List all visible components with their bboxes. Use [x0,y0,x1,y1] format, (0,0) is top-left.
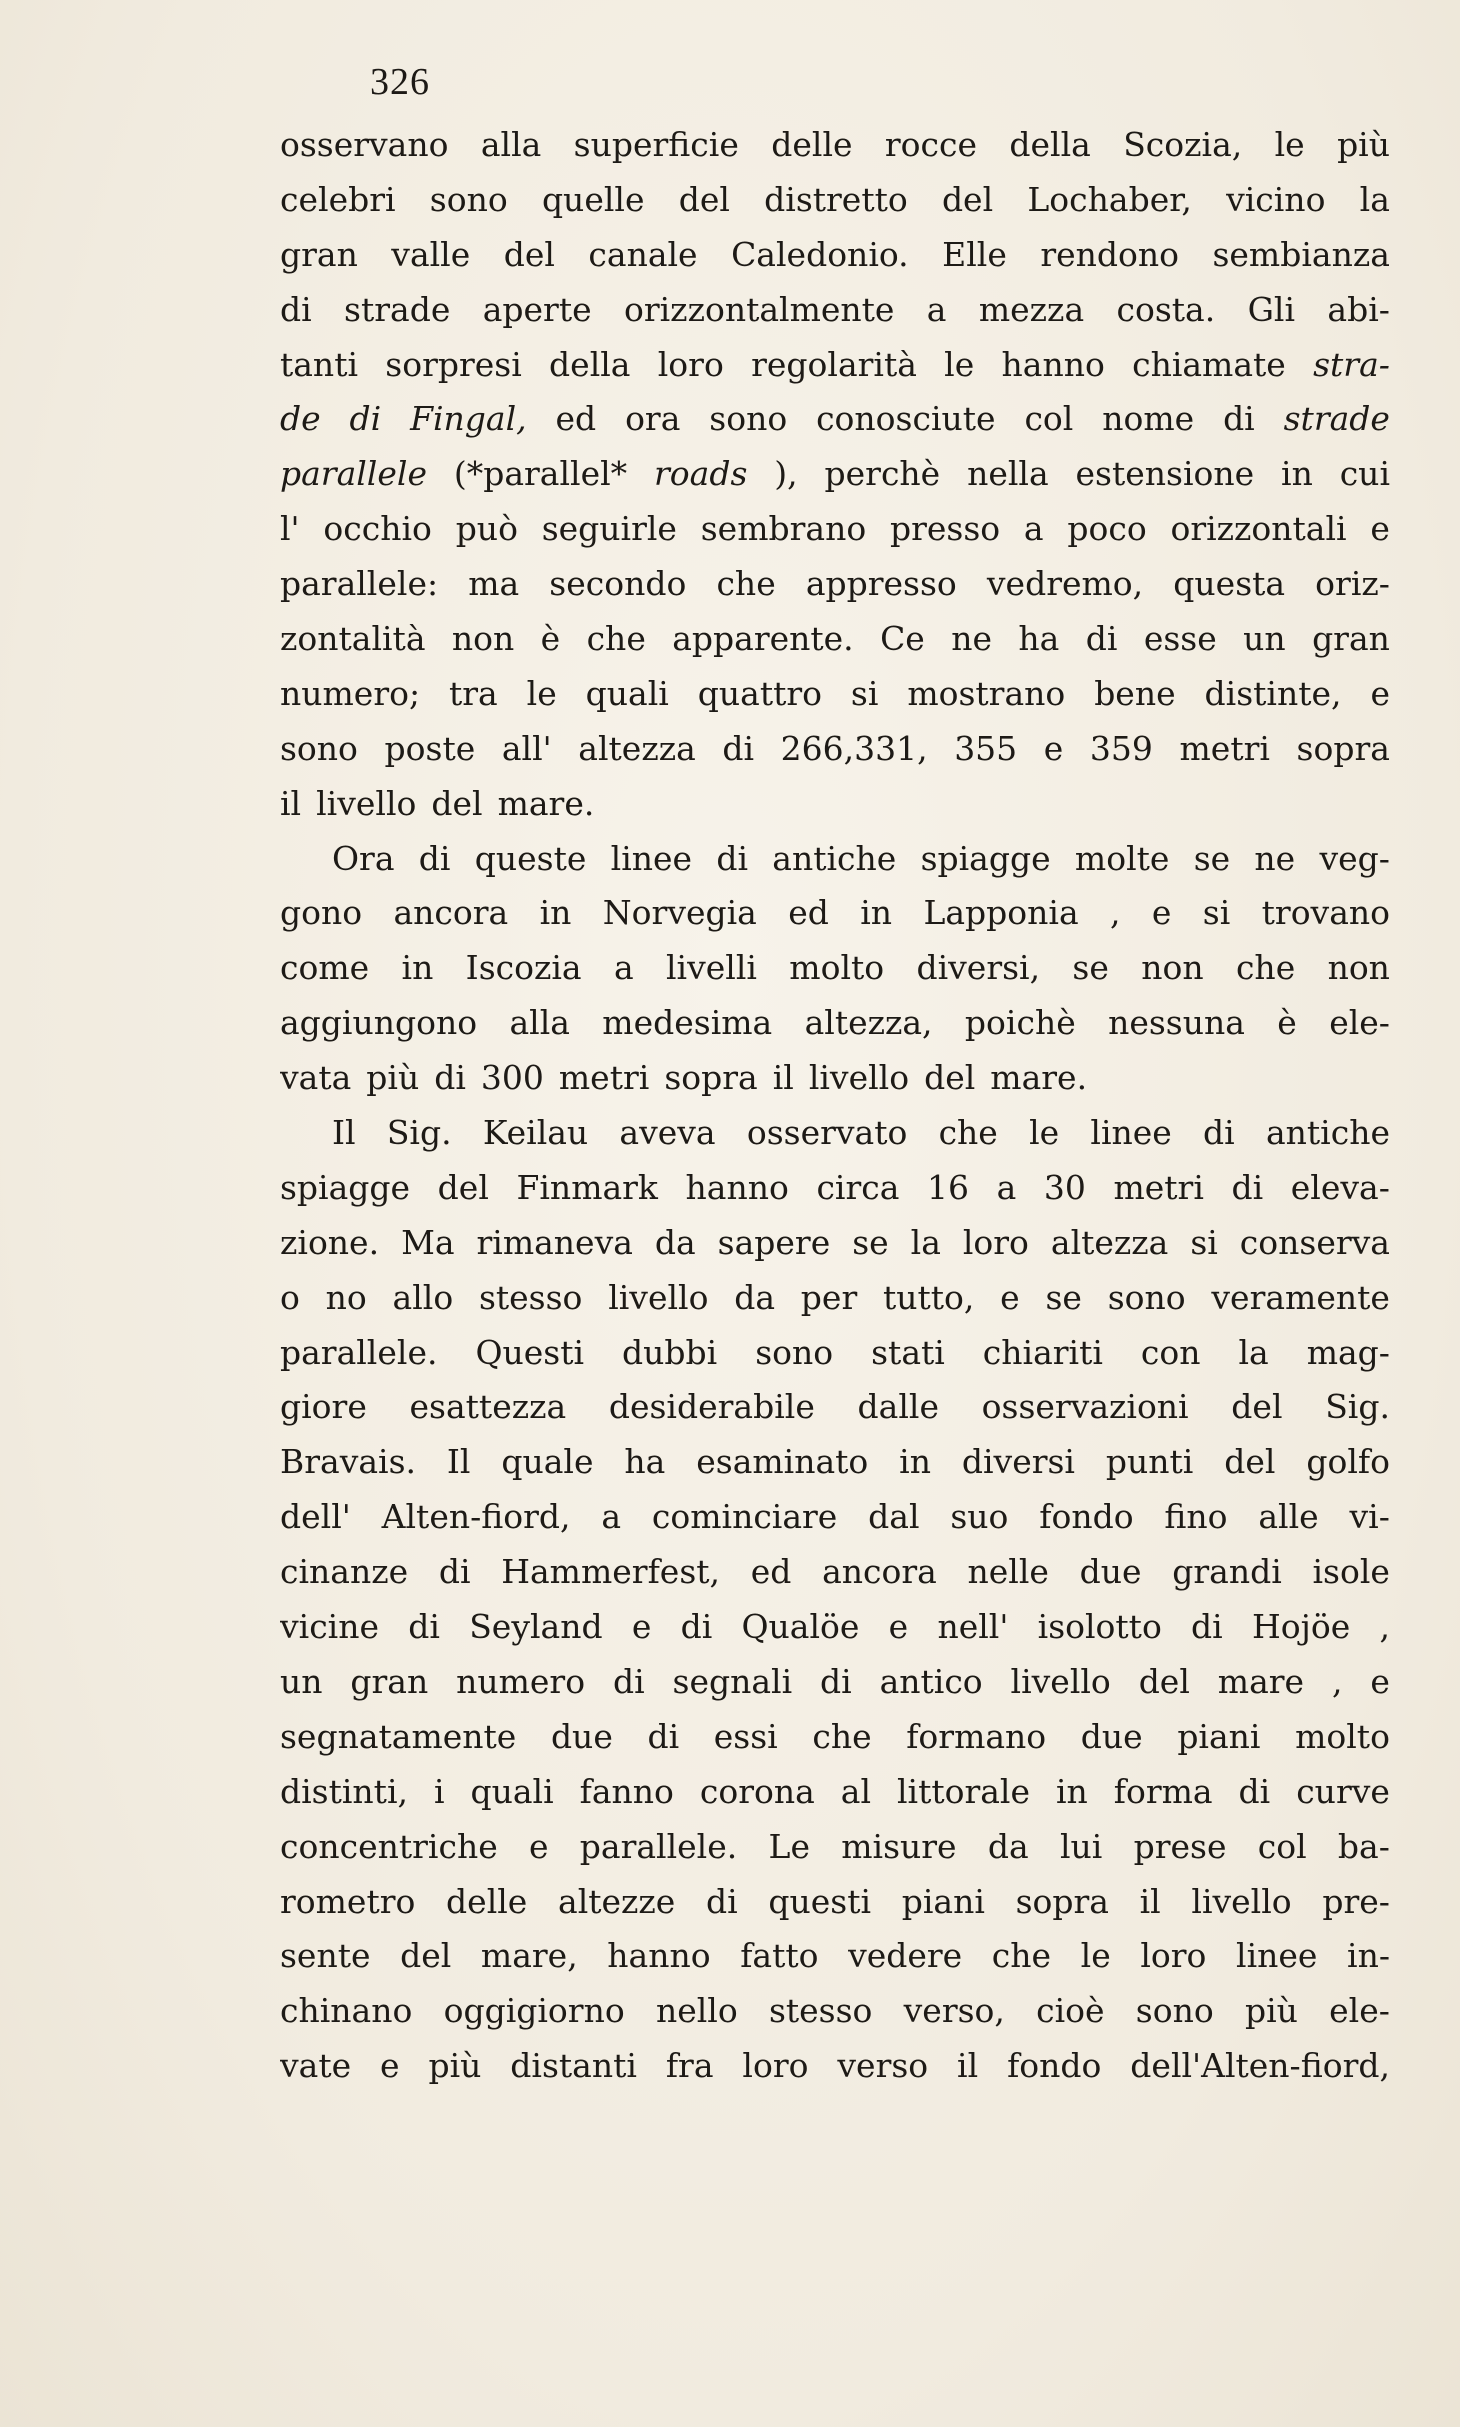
text-line: dell' Alten-fiord, a cominciare dal suo fondo fino alle vi- [280,1497,1390,1537]
text-line: vata più di 300 metri sopra il livello del mare. [280,1058,1088,1098]
text-line: rometro delle altezze di questi piani sopra il livello pre- [280,1881,1390,1921]
text-line: come in Iscozia a livelli molto diversi, se non che non [280,948,1390,988]
text-line: giore esattezza desiderabile dalle osservazioni del Sig. [280,1387,1390,1427]
text-line: cinanze di Hammerfest, ed ancora nelle due grandi isole [280,1552,1390,1592]
text-line: zontalità non è che apparente. Ce ne ha di esse un gran [280,619,1390,659]
text-line: gono ancora in Norvegia ed in Lapponia , e si trovano [280,893,1390,933]
text-line: sono poste all' altezza di 266,331, 355 e 359 metri sopra [280,728,1390,768]
text-line: Ora di queste linee di antiche spiagge molte se ne veg- [332,838,1390,878]
text-line: tanti sorpresi della loro regolarità le hanno chiamate stra- [280,344,1390,384]
text-line: concentriche e parallele. Le misure da lui prese col ba- [280,1826,1390,1866]
text-line: gran valle del canale Caledonio. Elle rendono sembianza [280,234,1390,274]
text-line: spiagge del Finmark hanno circa 16 a 30 metri di eleva- [280,1167,1390,1207]
text-line: numero; tra le quali quattro si mostrano bene distinte, e [280,673,1390,713]
text-line: aggiungono alla medesima altezza, poichè nessuna è ele- [280,1003,1390,1043]
text-line: parallele. Questi dubbi sono stati chiariti con la mag- [280,1332,1390,1372]
page-number: 326 [370,61,430,103]
text-line: zione. Ma rimaneva da sapere se la loro altezza si conserva [280,1222,1390,1262]
text-line: vicine di Seyland e di Qualöe e nell' isolotto di Hojöe , [280,1607,1390,1647]
text-line: o no allo stesso livello da per tutto, e se sono veramente [280,1277,1390,1317]
text-line: il livello del mare. [280,783,595,823]
text-line: de di Fingal, ed ora sono conosciute col nome di strade [280,399,1390,439]
text-line: l' occhio può seguirle sembrano presso a poco orizzontali e [280,509,1390,549]
text-line: segnatamente due di essi che formano due piani molto [280,1716,1390,1756]
text-line: parallele (*parallel* roads ), perchè nella estensione in cui [280,454,1390,494]
text-line: osservano alla superficie delle rocce della Scozia, le più [280,125,1390,164]
text-line: Bravais. Il quale ha esaminato in diversi punti del golfo [280,1442,1390,1482]
text-line: chinano oggigiorno nello stesso verso, cioè sono più ele- [280,1991,1390,2031]
body-text [280,118,1390,2094]
text-line: un gran numero di segnali di antico livello del mare , e [280,1661,1390,1701]
text-line: sente del mare, hanno fatto vedere che le loro linee in- [280,1936,1390,1976]
text-line: Il Sig. Keilau aveva osservato che le linee di antiche [332,1113,1390,1153]
text-line: parallele: ma secondo che appresso vedremo, questa oriz- [280,564,1390,604]
text-line: di strade aperte orizzontalmente a mezza costa. Gli abi- [280,289,1390,329]
text-line: distinti, i quali fanno corona al littorale in forma di curve [280,1771,1390,1811]
text-line: celebri sono quelle del distretto del Lochaber, vicino la [280,179,1390,219]
text-line: vate e più distanti fra loro verso il fondo dell'Alten-fiord, [280,2046,1390,2086]
